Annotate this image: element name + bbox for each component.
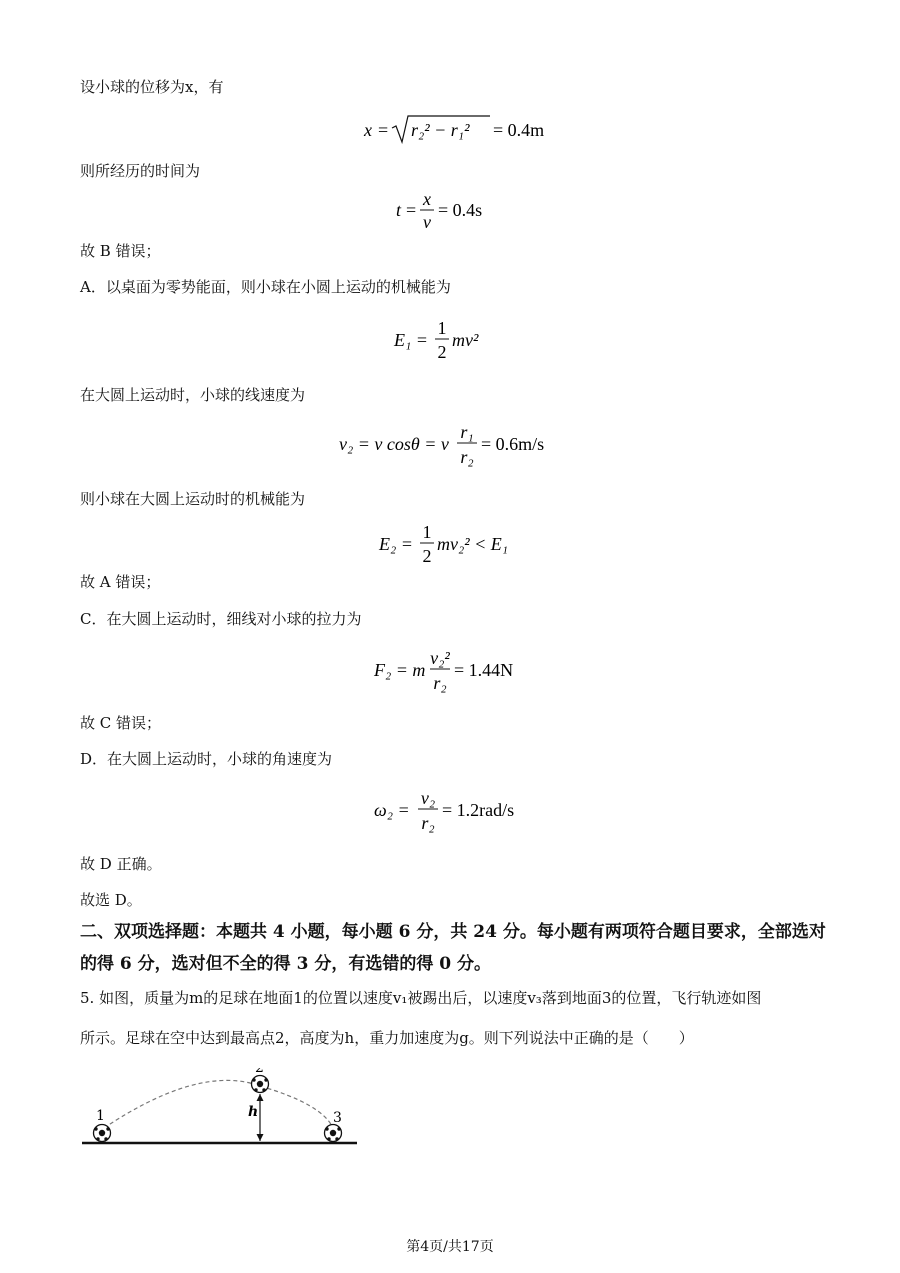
- text-line: D．在大圆上运动时，小球的角速度为: [80, 750, 333, 768]
- formula-rhs: = 0.6m/s: [481, 434, 545, 454]
- soccer-ball-3: [325, 1125, 342, 1142]
- svg-text:=: =: [406, 200, 417, 220]
- trajectory-figure: [80, 1068, 370, 1154]
- arrow-head-up: [257, 1094, 264, 1101]
- text-line: 故 A 错误；: [80, 573, 161, 591]
- text-line: 故 C 错误；: [80, 714, 162, 732]
- formula-time: [0, 188, 900, 239]
- text-line: C．在大圆上运动时，细线对小球的拉力为: [80, 610, 362, 628]
- position-label-2: 2: [255, 1068, 264, 1076]
- text-line: 故 D 正确。: [80, 855, 162, 873]
- formula-lhs: t: [396, 200, 402, 220]
- fraction-numerator: v₂²: [430, 648, 450, 668]
- formula-eq: =: [378, 120, 389, 140]
- text-line: 在大圆上运动时，小球的线速度为: [80, 386, 306, 404]
- question-5-line-2: 所示。足球在空中达到最高点2，高度为h，重力加速度为g。则下列说法中正确的是（ ）: [80, 1029, 694, 1047]
- soccer-ball-2: [252, 1076, 269, 1093]
- formula-omega2: [0, 784, 900, 841]
- formula-e1: [0, 316, 900, 369]
- fraction-denominator: r₂: [421, 813, 435, 833]
- formula-v2: [0, 420, 900, 475]
- formula-rhs: = 0.4s: [438, 200, 483, 220]
- position-label-1: 1: [96, 1108, 105, 1124]
- page-footer: 第4页/共17页: [406, 1239, 494, 1255]
- position-label-3: 3: [333, 1110, 342, 1126]
- question-5-line-1: 5. 如图，质量为m的足球在地面1的位置以速度v₁被踢出后，以速度v₃落到地面3的位置，飞行轨迹如图: [80, 989, 762, 1007]
- fraction-numerator: v₂: [420, 788, 436, 808]
- fraction-denominator: 2: [437, 342, 447, 362]
- formula-f2: [0, 644, 900, 701]
- text-line: 故 B 错误；: [80, 242, 161, 260]
- text-line: 故选 D。: [80, 891, 142, 909]
- trajectory-path: [104, 1080, 333, 1128]
- text-line: A．以桌面为零势能面，则小球在小圆上运动的机械能为: [80, 278, 451, 296]
- formula-lhs: E₂ =: [379, 534, 413, 554]
- fraction-denominator: r₂: [460, 447, 474, 467]
- formula-lhs: x: [364, 120, 372, 140]
- fraction-denominator: r₂: [433, 673, 447, 693]
- fraction-numerator: x: [423, 189, 431, 209]
- arrow-head-down: [257, 1134, 264, 1141]
- soccer-ball-1: [94, 1125, 111, 1142]
- height-label: h: [248, 1104, 259, 1120]
- formula-rhs: mv²: [452, 330, 479, 350]
- formula-rhs: = 0.4m: [493, 120, 545, 140]
- formula-rhs: = 1.2rad/s: [442, 800, 515, 820]
- formula-rhs: mv₂² < E₁: [437, 534, 509, 554]
- formula-rhs: = 1.44N: [454, 660, 514, 680]
- formula-e2: [0, 520, 900, 573]
- text-line: 设小球的位移为x，有: [80, 78, 224, 96]
- formula-displacement: [0, 112, 900, 151]
- text-line: 则小球在大圆上运动时的机械能为: [80, 490, 306, 508]
- formula-radicand: r₂² − r₁²: [411, 120, 470, 140]
- formula-lhs: F₂ = m: [374, 660, 426, 680]
- fraction-denominator: v: [423, 212, 431, 232]
- fraction-numerator: 1: [437, 318, 447, 338]
- section-heading: 二、双项选择题：本题共 4 小题，每小题 6 分，共 24 分。每小题有两项符合题目要求，全部选对的得 6 分，选对但不全的得 3 分，有选错的得 0 分。: [80, 922, 826, 974]
- formula-lhs: v₂ = v cosθ = v: [339, 434, 449, 454]
- formula-lhs: E₁ =: [394, 330, 428, 350]
- text-line: 则所经历的时间为: [80, 162, 201, 180]
- fraction-numerator: 1: [422, 522, 432, 542]
- formula-lhs: ω₂ =: [374, 800, 410, 820]
- fraction-numerator: r₁: [460, 422, 474, 442]
- fraction-denominator: 2: [422, 546, 432, 566]
